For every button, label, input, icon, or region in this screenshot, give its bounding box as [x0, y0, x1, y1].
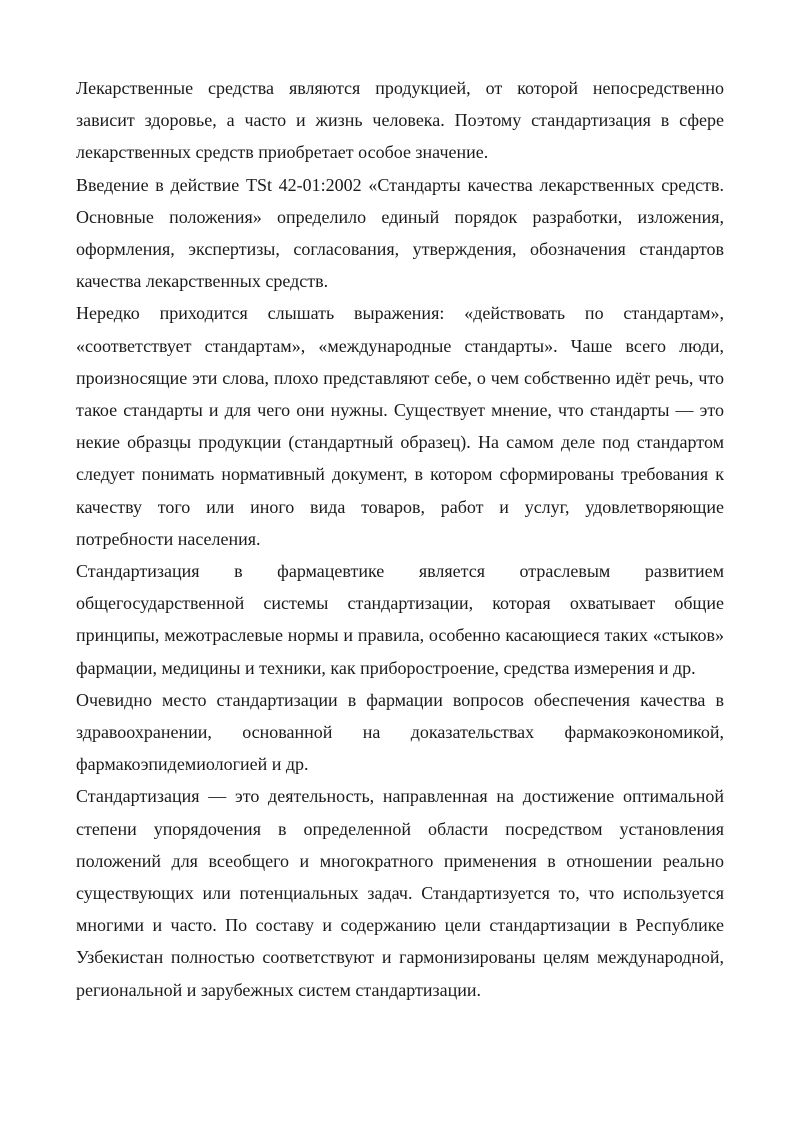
- paragraph-5: Очевидно место стандартизации в фармации вопросов обеспечения качества в здравоохранении, основанной на доказательствах фармакоэкономикой, фармакоэпидемиологией и др.: [76, 689, 724, 775]
- paragraph-2: Введение в действие TSt 42-01:2002 «Стандарты качества лекарственных средств. Основные положения» определило единый порядок разработки, изложения, оформления, экспертизы, согласования, утверждения, обозначения стандартов качества лекарственных средств.: [76, 174, 724, 292]
- paragraph-4: Стандартизация в фармацевтике является отраслевым развитием общегосударственной системы стандартизации, которая охватывает общие принципы, межотраслевые нормы и правила, особенно касающиеся таких «стыков» фармации, медицины и техники, как приборостроение, средства измерения и др.: [76, 561, 724, 678]
- document-page: [76, 72, 724, 1006]
- paragraph-6: Стандартизация — это деятельность, направленная на достижение оптимальной степени упорядочения в определенной области посредством установления положений для всеобщего и многократного применения в отношении реально существующих или потенциальных задач. Стандартизуется то, что используется многими и часто. По составу и содержанию цели стандартизации в Республике Узбекистан полностью соответствуют и гармонизированы целям международной, региональной и зарубежных систем стандартизации.: [76, 786, 724, 1000]
- paragraph-3: Нередко приходится слышать выражения: «действовать по стандартам», «соответствует стандартам», «международные стандарты». Чаше всего люди, произносящие эти слова, плохо представляют себе, о чем собственно идёт речь, что такое стандарты и для чего они нужны. Существует мнение, что стандарты — это некие образцы продукции (стандартный образец). На самом деле под стандартом следует понимать нормативный документ, в котором сформированы требования к качеству того или иного вида товаров, работ и услуг, удовлетворяющие потребности населения.: [76, 303, 724, 549]
- paragraph-1: Лекарственные средства являются продукцией, от которой непосредственно зависит здоровье, а часто и жизнь человека. Поэтому стандартизация в сфере лекарственных средств приобретает особое значение.: [76, 78, 724, 163]
